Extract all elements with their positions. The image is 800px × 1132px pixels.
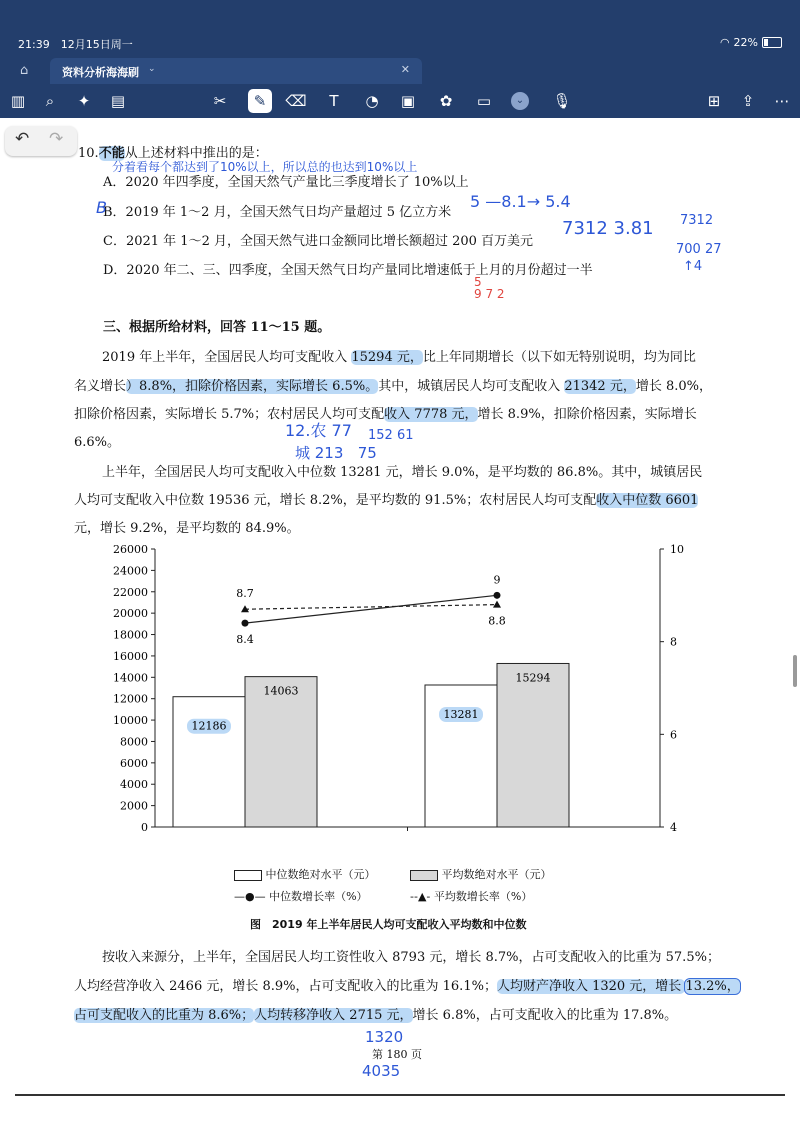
p1-line-2: 名义增长）8.8%，扣除价格因素，实际增长 6.5%。其中，城镇居民人均可支配收入 21342 元，增长 8.0%，	[74, 379, 713, 394]
undo-icon[interactable]: ↶	[15, 129, 30, 149]
mean-growth-point	[493, 601, 501, 608]
y-left-tick-label: 2000	[120, 799, 148, 813]
mic-icon[interactable]: 🎙	[552, 92, 572, 110]
lasso-icon[interactable]: ✂	[213, 92, 227, 110]
bar-value-label: 14063	[263, 684, 299, 698]
legend-swatch-median-bar	[234, 870, 262, 881]
app-header	[0, 0, 800, 118]
hw-b-mark: B	[96, 198, 107, 217]
hw-d-note: 5 9 7 2	[474, 275, 505, 301]
page-bottom-line	[15, 1094, 785, 1096]
legend-median-line: —●— 中位数增长率（%）	[234, 890, 368, 903]
hw-page-note-2: 4035	[362, 1062, 401, 1080]
legend-mean-line: --▲- 平均数增长率（%）	[410, 890, 533, 903]
y-right-tick-label: 10	[670, 543, 684, 556]
bar-mean	[497, 663, 569, 827]
chevron-down-icon[interactable]: ⌄	[148, 64, 156, 74]
growth-value-label: 9	[493, 573, 501, 587]
textbox-icon[interactable]: T	[329, 92, 339, 110]
y-left-tick-label: 0	[141, 821, 148, 832]
option-b[interactable]: B．2019 年 1～2 月，全国天然气日均产量超过 5 亿立方米	[103, 205, 452, 220]
status-bar	[18, 36, 782, 54]
median-growth-line	[245, 595, 497, 623]
p2-line-1: 上半年，全国居民人均可支配收入中位数 13281 元，增长 9.0%，是平均数的 86.8%。其中，城镇居民	[102, 465, 703, 480]
y-right-tick-label: 8	[670, 635, 677, 649]
home-icon[interactable]: ⌂	[20, 63, 29, 78]
legend-swatch-median-line: —●—	[234, 890, 266, 903]
y-left-tick-label: 22000	[113, 585, 148, 599]
growth-value-label: 8.4	[236, 633, 254, 647]
more-icon[interactable]: ⌄	[508, 89, 532, 113]
p2-line-3: 元，增长 9.2%，是平均数的 84.9%。	[74, 521, 300, 536]
hw-p1-note-3: 城 213 75	[295, 444, 377, 462]
hw-right-note-1: 7312	[680, 213, 714, 228]
more-menu-icon[interactable]: ⋯	[774, 92, 790, 110]
y-left-tick-label: 6000	[120, 756, 148, 770]
hw-p1-note-2: 152 61	[368, 428, 414, 443]
close-icon[interactable]: ✕	[400, 63, 410, 76]
stem-prefix: 不能	[98, 146, 125, 161]
document-tab[interactable]	[50, 58, 422, 84]
p1-line-4: 6.6%。	[74, 435, 121, 450]
p3-line-2: 人均经营净收入 2466 元，增长 8.9%，占可支配收入的比重为 16.1%；人均财产净收入 1320 元，增长 13.2%，	[74, 979, 740, 994]
y-left-tick-label: 26000	[113, 543, 148, 556]
search-icon[interactable]: ⌕	[45, 92, 55, 110]
note-icon[interactable]: ▭	[476, 92, 492, 110]
option-c[interactable]: C．2021 年 1～2 月，全国天然气进口金额同比增长额超过 200 百万美元	[103, 234, 534, 249]
income-chart	[100, 537, 720, 832]
y-left-tick-label: 16000	[113, 649, 148, 663]
sticker-icon[interactable]: ✿	[439, 92, 453, 110]
wifi-icon: ◠	[719, 36, 730, 49]
p2-line-2: 人均可支配收入中位数 19536 元，增长 8.2%，是平均数的 91.5%；农村居民人均可支配收入中位数 6601	[74, 493, 699, 508]
bar-value-label: 13281	[443, 707, 479, 721]
bookmark-icon[interactable]: ▤	[110, 92, 126, 110]
p1-line-1: 2019 年上半年，全国居民人均可支配收入 15294 元，比上年同期增长（以下如无特别说明，均为同比	[102, 350, 696, 365]
legend-swatch-mean-bar	[410, 870, 438, 881]
hw-p1-note-1: 12.农 77	[285, 421, 352, 440]
battery-percent: 22%	[733, 36, 758, 49]
y-left-tick-label: 14000	[113, 671, 148, 685]
hw-page-note-1: 1320	[365, 1028, 404, 1046]
y-left-tick-label: 8000	[120, 735, 148, 749]
p1-line-3: 扣除价格因素，实际增长 5.7%；农村居民人均可支配收入 7778 元，增长 8.9%，扣除价格因素，实际增长	[74, 407, 697, 422]
y-left-tick-label: 12000	[113, 692, 148, 706]
status-battery	[720, 36, 782, 49]
y-left-tick-label: 24000	[113, 564, 148, 578]
pen-icon[interactable]: ✎	[248, 89, 272, 113]
add-page-icon[interactable]: ⊞	[707, 92, 721, 110]
y-right-tick-label: 4	[670, 821, 677, 832]
hw-right-note-2: 700 27	[676, 242, 722, 257]
hw-c-note: 7312 3.81	[562, 218, 654, 239]
option-d[interactable]: D．2020 年二、三、四季度，全国天然气日均产量同比增速低于上月的月份超过一半	[103, 263, 593, 278]
question-stem: 10.不能从上述材料中推出的是：	[78, 146, 268, 161]
y-left-tick-label: 20000	[113, 607, 148, 621]
share-icon[interactable]: ⇪	[741, 92, 755, 110]
bar-mean	[245, 677, 317, 827]
y-right-tick-label: 6	[670, 728, 677, 742]
p3-line-3: 占可支配收入的比重为 8.6%；人均转移净收入 2715 元，增长 6.8%，占可支配收入的比重为 17.8%。	[74, 1008, 678, 1023]
y-left-tick-label: 10000	[113, 714, 148, 728]
redo-icon[interactable]: ↷	[49, 129, 64, 149]
bar-median	[173, 697, 245, 827]
shape-icon[interactable]: ◔	[365, 92, 379, 110]
tab-bar	[0, 58, 800, 84]
growth-value-label: 8.7	[236, 587, 254, 601]
scrollbar[interactable]	[793, 655, 797, 687]
sparkle-icon[interactable]: ✦	[77, 92, 91, 110]
legend-swatch-mean-line: --▲-	[410, 890, 431, 903]
tab-title: 资料分析海海刷	[62, 66, 139, 79]
p3-line-1: 按收入来源分，上半年，全国居民人均工资性收入 8793 元，增长 8.7%，占可支配收入的比重为 57.5%；	[102, 950, 720, 965]
eraser-icon[interactable]: ⌫	[285, 92, 307, 110]
sidebar-icon[interactable]: ▥	[10, 92, 26, 110]
legend-mean-bar: 平均数绝对水平（元）	[410, 866, 552, 882]
option-a[interactable]: A．2020 年四季度，全国天然气产量比三季度增长了 10%以上	[103, 175, 469, 190]
median-growth-point	[494, 592, 501, 599]
y-left-tick-label: 18000	[113, 628, 148, 642]
page-number: 第 180 页	[372, 1048, 422, 1061]
mean-growth-line	[245, 605, 497, 610]
battery-icon	[762, 37, 782, 48]
chart-caption: 图 2019 年上半年居民人均可支配收入平均数和中位数	[250, 918, 527, 931]
median-growth-point	[242, 620, 249, 627]
bar-median	[425, 685, 497, 827]
legend-median-bar: 中位数绝对水平（元）	[234, 866, 376, 882]
hw-arrow-note: 5 —8.1→ 5.4	[470, 192, 571, 211]
status-time: 21:39 12月15日周一	[18, 38, 133, 51]
bar-value-label: 15294	[515, 671, 551, 685]
image-icon[interactable]: ▣	[400, 92, 416, 110]
hint-note: 分着看每个都达到了10%以上，所以总的也达到10%以上	[112, 160, 418, 174]
toolbar	[0, 86, 800, 116]
bar-value-label: 12186	[191, 719, 227, 733]
y-left-tick-label: 4000	[120, 778, 148, 792]
hw-right-note-3: ↑4	[683, 259, 703, 274]
growth-value-label: 8.8	[488, 614, 506, 628]
section-heading: 三、根据所给材料，回答 11～15 题。	[103, 320, 331, 335]
